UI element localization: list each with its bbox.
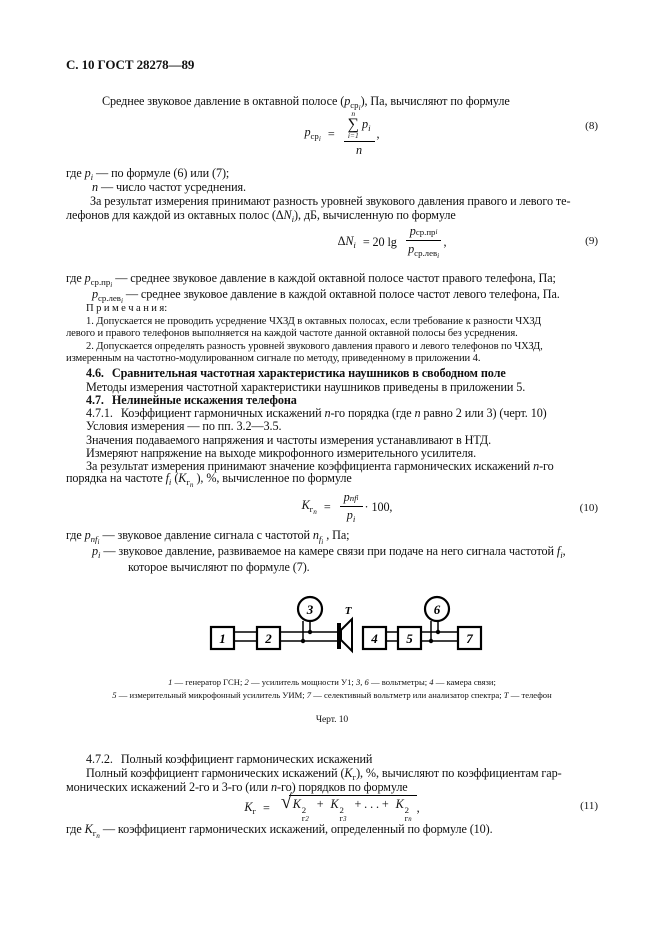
measure-line: Измеряют напряжение на выходе микрофонного измерительного усилителя. xyxy=(86,446,477,460)
equals-sign: = xyxy=(327,126,335,141)
box-5-label: 5 xyxy=(406,631,413,646)
figure-label: Черт. 10 xyxy=(315,714,349,725)
paragraph-methods: Методы измерения частотной характеристики наушников приведены в приложении 5. xyxy=(86,380,526,394)
f9-fraction: p ср.пр i $p_{ср.левi}$ xyxy=(406,224,442,260)
which-line: которое вычисляют по формуле (7). xyxy=(128,560,310,574)
where-p-line: где $p_i$ — по формуле (6) или (7); xyxy=(66,166,230,182)
where-p-left-line: $p_{ср.левi}$ — среднее звуковое давление в каждой октавной полосе частот левого телефона, Па. xyxy=(92,287,560,305)
result-line-1: За результат измерения принимают разность уровней звукового давления правого и левого те- xyxy=(90,194,571,208)
formula-number-11: (11) xyxy=(580,800,598,812)
figure-caption-line-1: 1 — генератор ГСН; 2 — усилитель мощности У1; 3, 6 — вольтметры; 4 — камера связи; xyxy=(168,677,496,687)
circle-3-label: 3 xyxy=(306,602,314,617)
measurement-chain-diagram xyxy=(195,594,495,660)
equals-sign: = 20 lg xyxy=(362,234,397,249)
telephone-t-label: Т xyxy=(344,605,352,617)
conditions-line: Условия измерения — по пп. 3.2—3.5. xyxy=(86,419,282,433)
f11-lhs: $K_г$ xyxy=(244,800,257,816)
formula-10: $K_{гn}$ = p nf i $p_i$ · 100, (10) xyxy=(301,490,598,524)
where-pi-line: $p_i$ — звуковое давление, развиваемое на камере связи при подаче на него сигнала частотой $f_i$, xyxy=(92,544,566,560)
clause-4-7-2: 4.7.2. Полный коэффициент гармонических искажений xyxy=(86,752,373,766)
where-n-line: n — число частот усреднения. xyxy=(92,180,246,194)
f10-lhs: $K_{гn}$ xyxy=(301,498,317,516)
where-p-right-line: где $p_{ср.прi}$ — среднее звуковое давление в каждой октавной полосе частот правого телефона, Па; xyxy=(66,271,556,289)
values-line: Значения подаваемого напряжения и частоты измерения устанавливают в НТД. xyxy=(86,433,492,447)
figure-caption-line-2: 5 — измерительный микрофонный усилитель УИМ; 7 — селективный вольтметр или анализатор спектра; Т — телефон xyxy=(112,690,552,700)
formula-8: $p_{срi}$ = n ∑ i=1 $p_i$ n , (8) xyxy=(304,108,598,158)
formula-9: $\Delta N_i$ = 20 lg p ср.пр i $p_{ср.левi}$ , (9) xyxy=(337,224,598,260)
note-1-line-1: 1. Допускается не проводить усреднение ЧХЗД в октавных полосах, если требование к разности ЧХЗД xyxy=(86,316,542,327)
formula-number-10: (10) xyxy=(579,502,598,514)
note-1-line-2: левого и правого телефонов выполняется на каждой частоте данной октавной полосы без усреднения. xyxy=(66,328,518,339)
result-line-2: лефонов для каждой из октавных полос $(\Delta N_i)$, дБ, вычисленную по формуле xyxy=(66,208,456,224)
square-root: √ K 2 г2 + K 2 г3 + . . . + K 2 гn xyxy=(281,795,417,822)
note-2-line-1: 2. Допускается определять разность уровней звукового давления правого и левого телефонов по ЧХЗД, xyxy=(86,341,543,352)
result-k-line-1: За результат измерения принимают значение коэффициента гармонических искажений n-го xyxy=(86,459,554,473)
where-pnf-line: где $p_{nfi}$ — звуковое давление сигнала с частотой $n_{fi}$ , Па; xyxy=(66,528,350,546)
f8-fraction: n ∑ i=1 $p_i$ n xyxy=(344,110,375,159)
total-thd-line-2: монических искажений 2-го и 3-го (или n-го) порядков по формуле xyxy=(66,780,408,794)
equals-sign: = xyxy=(263,800,270,815)
f10-fraction: p nf i $p_i$ xyxy=(340,490,363,524)
circle-6-label: 6 xyxy=(433,602,441,617)
heading-4-6: 4.6. Сравнительная частотная характеристика наушников в свободном поле xyxy=(86,366,506,380)
f8-lhs: $p_{срi}$ xyxy=(304,125,321,143)
heading-4-7: 4.7. Нелинейные искажения телефона xyxy=(86,393,297,407)
total-thd-line-1: Полный коэффициент гармонических искажений $(K_г)$, %, вычисляют по коэффициентам гар- xyxy=(86,766,562,782)
clause-4-7-1: 4.7.1. Коэффициент гармоничных искажений n-го порядка (где n равно 2 или 3) (черт. 10) xyxy=(86,406,547,420)
f9-lhs: $\Delta N_i$ xyxy=(337,234,356,250)
equals-sign: = xyxy=(323,499,331,514)
formula-11: $K_г$ = √ K 2 г2 + K 2 г3 + . . . + K 2 гn , (11) xyxy=(244,790,598,823)
where-k-line: где $K_{гn}$ — коэффициент гармонических искажений, определенный по формуле (10). xyxy=(66,822,493,840)
notes-heading: П р и м е ч а н и я: xyxy=(86,303,168,314)
formula-number-9: (9) xyxy=(585,235,598,247)
result-k-line-2: порядка на частоте $f_i$ ($K_{гn}$ ), %, вычисленное по формуле xyxy=(66,471,352,489)
paragraph-mean-pressure: Среднее звуковое давление в октавной полосе $(p_{срi})$, Па, вычисляют по формуле xyxy=(102,94,510,112)
page-header: С. 10 ГОСТ 28278—89 xyxy=(66,57,195,72)
note-2-line-2: измеренным на частотно-модулированном сигнале по методу, приведенному в приложении 4. xyxy=(66,353,481,364)
formula-number-8: (8) xyxy=(585,120,598,132)
sum-symbol: n ∑ i=1 xyxy=(347,108,359,141)
box-2-label: 2 xyxy=(265,631,272,646)
box-1-label: 1 xyxy=(219,631,226,646)
box-4-label: 4 xyxy=(371,631,378,646)
box-7-label: 7 xyxy=(466,631,473,646)
telephone-icon xyxy=(337,619,352,651)
